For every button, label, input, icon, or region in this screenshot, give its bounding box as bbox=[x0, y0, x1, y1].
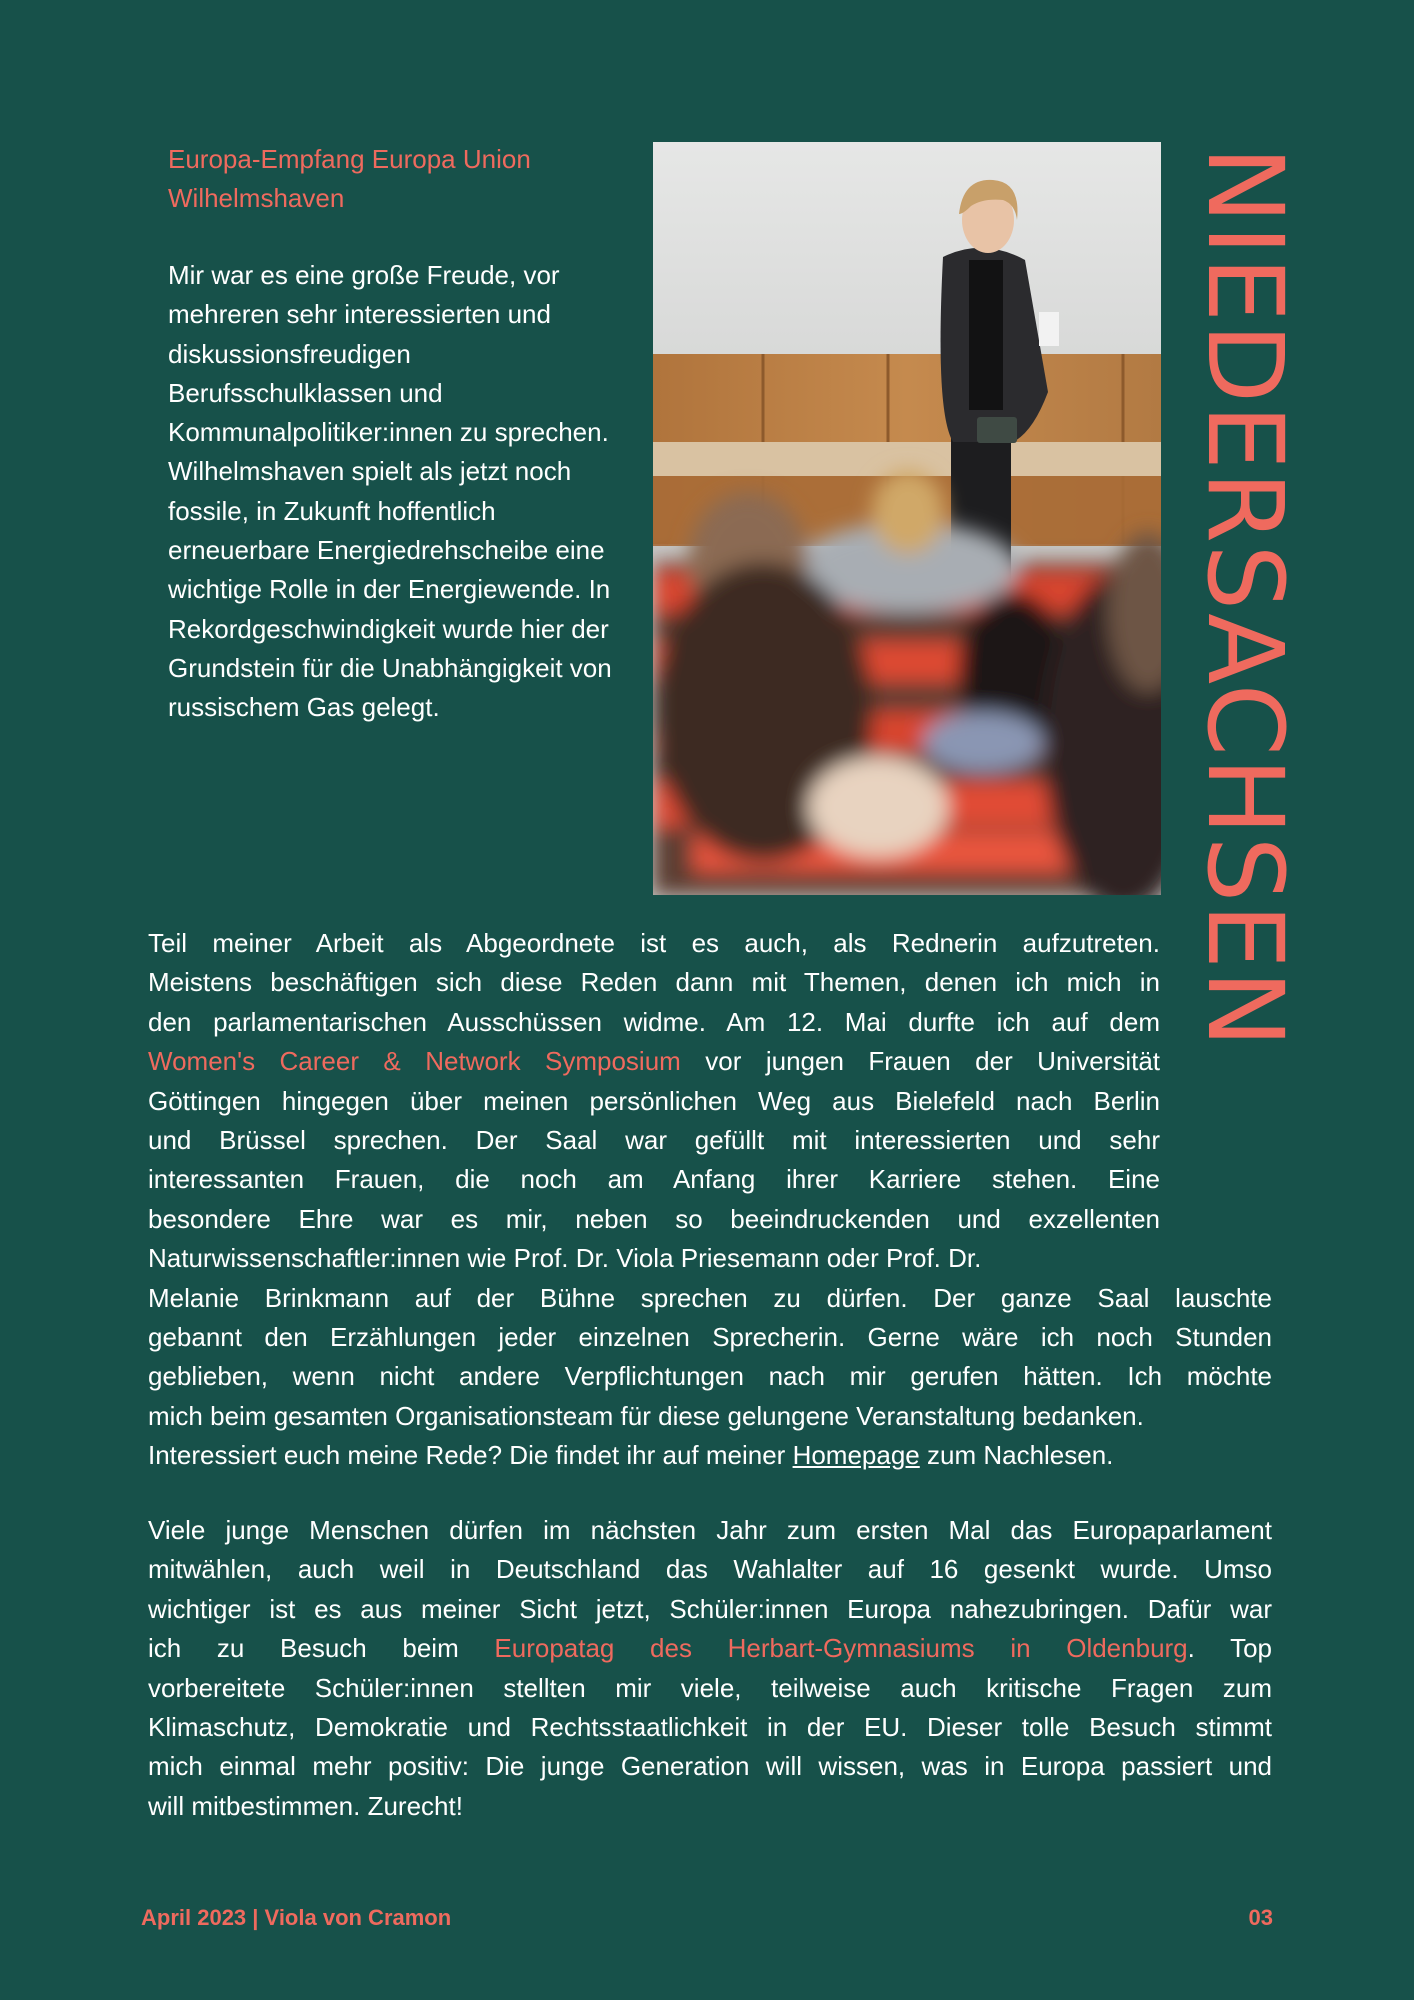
article1-line bbox=[148, 1042, 1160, 1081]
symposium-link[interactable]: Women's Career & Network Symposium bbox=[148, 1046, 681, 1077]
article1-line bbox=[148, 1436, 1272, 1475]
article2-line: mitwählen, auch weil in Deutschland das Wahlalter auf 16 gesenkt wurde. Umso bbox=[148, 1554, 1272, 1585]
article2-line: wichtiger ist es aus meiner Sicht jetzt, Schüler:innen Europa nahezubringen. Dafür war bbox=[148, 1593, 1272, 1624]
section-vertical-title: NIEDERSACHSEN bbox=[1184, 146, 1306, 1049]
article1-line: Naturwissenschaftler:innen wie Prof. Dr. Viola Priesemann oder Prof. Dr. bbox=[148, 1243, 982, 1274]
article1-line: und Brüssel sprechen. Der Saal war gefüllt mit interessierten und sehr bbox=[148, 1124, 1160, 1155]
article2-line-post: . Top bbox=[1187, 1633, 1272, 1664]
article1-line: gebannt den Erzählungen jeder einzelnen Sprecherin. Gerne wäre ich noch Stunden bbox=[148, 1321, 1272, 1352]
article1-line: Göttingen hingegen über meinen persönlichen Weg aus Bielefeld nach Berlin bbox=[148, 1085, 1160, 1116]
article1-line: interessanten Frauen, die noch am Anfang ihrer Karriere stehen. Eine bbox=[148, 1164, 1160, 1195]
article1-line-rest: vor jungen Frauen der Universität bbox=[680, 1046, 1160, 1077]
article1-line: besondere Ehre war es mir, neben so beeindruckenden und exzellenten bbox=[148, 1203, 1160, 1234]
article1-line: geblieben, wenn nicht andere Verpflichtungen nach mir gerufen hätten. Ich möchte bbox=[148, 1361, 1272, 1392]
article2-line-pre: ich zu Besuch beim bbox=[148, 1633, 495, 1664]
article1-line-pre: Interessiert euch meine Rede? Die findet ihr auf meiner bbox=[148, 1440, 793, 1471]
article1-line-post: zum Nachlesen. bbox=[919, 1440, 1114, 1471]
article1-line: Melanie Brinkmann auf der Bühne sprechen zu dürfen. Der ganze Saal lauschte bbox=[148, 1282, 1272, 1313]
homepage-link[interactable]: Homepage bbox=[792, 1440, 920, 1471]
article2-line: will mitbestimmen. Zurecht! bbox=[148, 1790, 463, 1821]
article2-line: Klimaschutz, Demokratie und Rechtsstaatlichkeit in der EU. Dieser tolle Besuch stimmt bbox=[148, 1711, 1272, 1742]
article-europatag bbox=[148, 1511, 1272, 1826]
article2-line: vorbereitete Schüler:innen stellten mir viele, teilweise auch kritische Fragen zum bbox=[148, 1672, 1272, 1703]
article2-line: Viele junge Menschen dürfen im nächsten Jahr zum ersten Mal das Europaparlament bbox=[148, 1515, 1272, 1545]
article1-line: mich beim gesamten Organisationsteam für diese gelungene Veranstaltung bedanken. bbox=[148, 1400, 1144, 1431]
article-women-symposium bbox=[148, 924, 1272, 1475]
article1-line: den parlamentarischen Ausschüssen widme. Am 12. Mai durfte ich auf dem bbox=[148, 1006, 1160, 1037]
article1-line: Meistens beschäftigen sich diese Reden dann mit Themen, denen ich mich in bbox=[148, 967, 1160, 998]
page-number: 03 bbox=[1248, 1905, 1273, 1930]
intro-text: Mir war es eine große Freude, vor mehreren sehr interessierten und diskussionsfreudigen Berufsschulklassen und Kommunalpolitiker:innen zu sprechen. Wilhelmshaven spielt als jetzt noch fossile, in Zukunft hoffentlich erneuerbare Energiedrehscheibe eine wichtige Rolle in der Energiewende. In Rekordgeschwindigkeit wurde hier der Grundstein für die Unabhängigkeit von russischem Gas gelegt. bbox=[168, 260, 612, 723]
article2-line bbox=[148, 1629, 1272, 1668]
article2-line: mich einmal mehr positiv: Die junge Generation will wissen, was in Europa passiert und bbox=[148, 1751, 1272, 1782]
article1-line: Teil meiner Arbeit als Abgeordnete ist es auch, als Rednerin aufzutreten. bbox=[148, 928, 1160, 958]
intro-title: Europa-Empfang Europa Union Wilhelmshaven bbox=[168, 144, 531, 213]
footer-date-author: April 2023 | Viola von Cramon bbox=[141, 1905, 452, 1930]
event-photo bbox=[653, 142, 1161, 895]
europatag-link[interactable]: Europatag des Herbart-Gymnasiums in Oldenburg bbox=[494, 1633, 1188, 1664]
